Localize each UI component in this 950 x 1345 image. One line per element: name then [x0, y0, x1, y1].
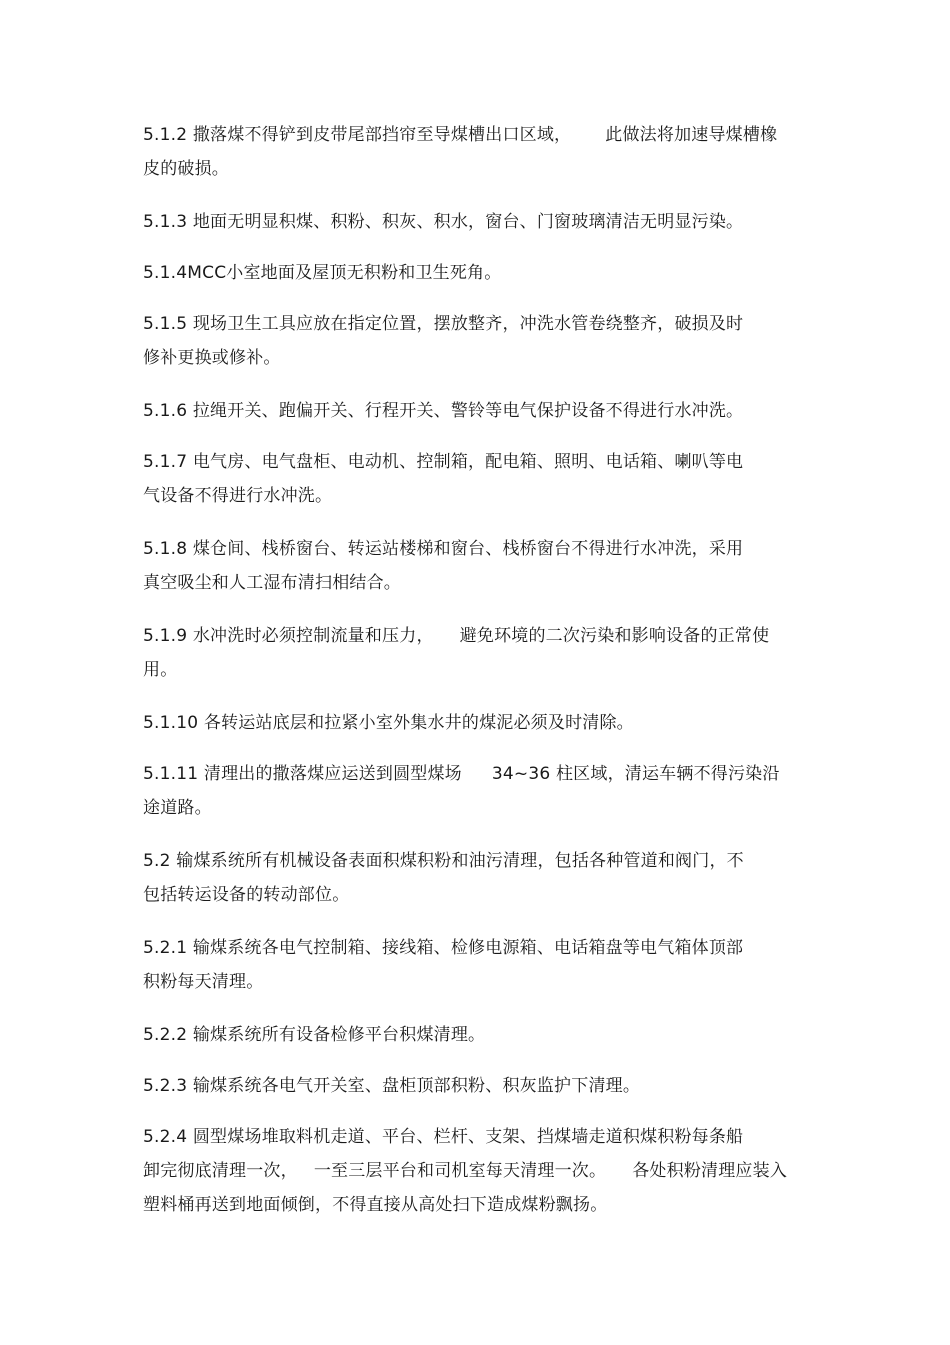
paragraph-5-1-7 [143, 445, 803, 513]
text-line: 气设备不得进行水冲洗。 [143, 486, 333, 506]
paragraph-5-1-8 [143, 532, 803, 600]
text-line: 5.2.4 圆型煤场堆取料机走道、平台、栏杆、支架、挡煤墙走道积煤积粉每条船 [143, 1127, 744, 1147]
text-line: 包括转运设备的转动部位。 [143, 885, 350, 905]
paragraph-5-1-9 [143, 619, 803, 687]
paragraph-5-1-10 [143, 706, 803, 740]
text-line: 5.1.6 拉绳开关、跑偏开关、行程开关、警铃等电气保护设备不得进行水冲洗。 [143, 401, 744, 421]
text-line: 5.1.10 各转运站底层和拉紧小室外集水井的煤泥必须及时清除。 [143, 713, 634, 733]
paragraph-5-1-5 [143, 307, 803, 375]
text-line: 积粉每天清理。 [143, 972, 264, 992]
text-segment: 避免环境的二次污染和影响设备的正常使 [459, 626, 770, 646]
text-line: 5.2.1 输煤系统各电气控制箱、接线箱、检修电源箱、电话箱盘等电气箱体顶部 [143, 938, 744, 958]
text-line: 途道路。 [143, 798, 212, 818]
text-segment: 此做法将加速导煤槽橡 [605, 125, 778, 145]
text-line: 5.1.4MCC小室地面及屋顶无积粉和卫生死角。 [143, 263, 502, 283]
text-line: 5.1.3 地面无明显积煤、积粉、积灰、积水，窗台、门窗玻璃清洁无明显污染。 [143, 212, 744, 232]
text-line [143, 118, 803, 152]
text-line [143, 757, 803, 791]
text-line: 用。 [143, 660, 178, 680]
text-line: 5.1.8 煤仓间、栈桥窗台、转运站楼梯和窗台、栈桥窗台不得进行水冲洗，采用 [143, 539, 744, 559]
paragraph-5-2-4 [143, 1120, 803, 1222]
text-line: 5.2.2 输煤系统所有设备检修平台积煤清理。 [143, 1025, 486, 1045]
paragraph-5-2 [143, 844, 803, 912]
text-segment: 卸完彻底清理一次， [143, 1161, 298, 1181]
paragraph-5-1-11 [143, 757, 803, 825]
text-line [143, 1154, 803, 1188]
text-segment: 5.1.9 水冲洗时必须控制流量和压力， [143, 626, 434, 646]
text-line: 塑料桶再送到地面倾倒，不得直接从高处扫下造成煤粉飘扬。 [143, 1195, 608, 1215]
text-line: 真空吸尘和人工湿布清扫相结合。 [143, 573, 401, 593]
text-segment: 5.1.2 撒落煤不得铲到皮带尾部挡帘至导煤槽出口区域， [143, 125, 572, 145]
paragraph-5-2-3 [143, 1069, 803, 1103]
text-segment: 各处积粉清理应装入 [632, 1161, 788, 1181]
text-line: 皮的破损。 [143, 159, 229, 179]
paragraph-5-1-6 [143, 394, 803, 428]
paragraph-5-1-4 [143, 256, 803, 290]
text-line: 5.2.3 输煤系统各电气开关室、盘柜顶部积粉、积灰监护下清理。 [143, 1076, 641, 1096]
paragraph-5-2-2 [143, 1018, 803, 1052]
text-line: 5.1.7 电气房、电气盘柜、电动机、控制箱，配电箱、照明、电话箱、喇叭等电 [143, 452, 744, 472]
text-line: 5.1.5 现场卫生工具应放在指定位置，摆放整齐，冲洗水管卷绕整齐，破损及时 [143, 314, 744, 334]
paragraph-5-1-3 [143, 205, 803, 239]
text-segment: 34~36 柱区域，清运车辆不得污染沿 [491, 764, 780, 784]
text-line: 修补更换或修补。 [143, 348, 281, 368]
text-segment: 5.1.11 清理出的撒落煤应运送到圆型煤场 [143, 764, 462, 784]
text-segment: 一至三层平台和司机室每天清理一次。 [313, 1161, 607, 1181]
paragraph-5-1-2 [143, 118, 803, 186]
text-line [143, 619, 803, 653]
text-line: 5.2 输煤系统所有机械设备表面积煤积粉和油污清理，包括各种管道和阀门，不 [143, 851, 744, 871]
paragraph-5-2-1 [143, 931, 803, 999]
